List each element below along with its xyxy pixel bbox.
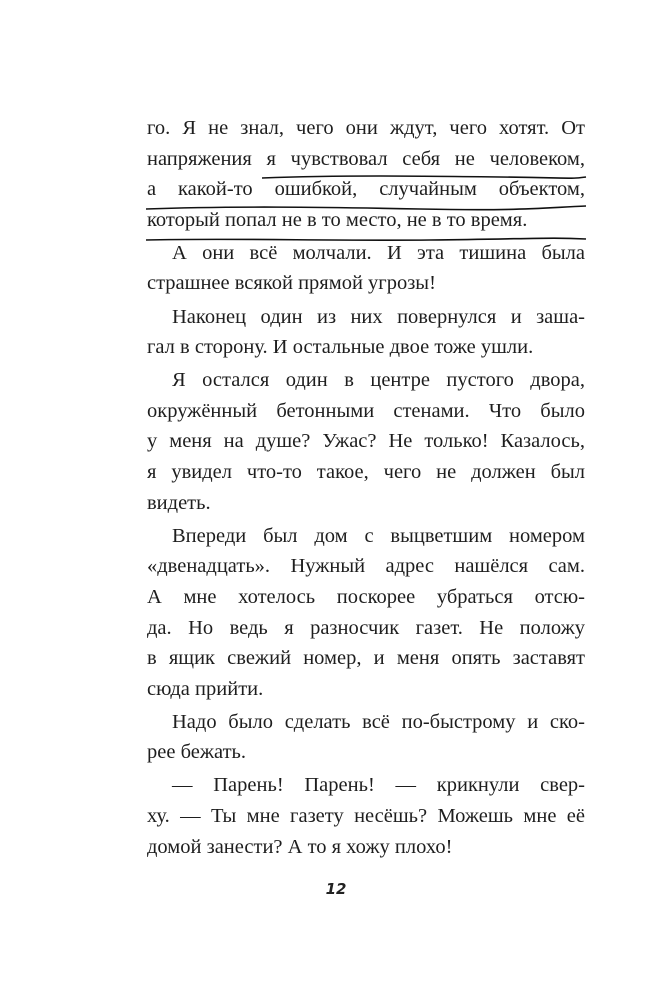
page-number: 12 [325, 880, 347, 898]
text-line: гал в сторону. И остальные двое тоже ушли. [147, 336, 534, 359]
text-line: видеть. [147, 491, 211, 514]
text-line: А они всё молчали. И эта тишина была [172, 241, 585, 264]
page-body-text [147, 113, 585, 862]
paragraph [147, 770, 585, 862]
text-line: который попал не в то место, не в то время. [147, 208, 528, 231]
text-line: домой занести? А то я хожу плохо! [147, 835, 453, 858]
paragraph [147, 365, 585, 518]
text-line: сюда прийти. [147, 677, 264, 700]
text-line: Наконец один из них повернулся и заша- [172, 305, 585, 328]
text-line: напряжения я чувствовал себя не человеком, [147, 147, 585, 170]
paragraph [147, 113, 585, 235]
paragraph [147, 302, 585, 363]
text-line: в ящик свежий номер, и меня опять заставят [147, 647, 585, 670]
paragraph [147, 238, 585, 299]
text-line: го. Я не знал, чего они ждут, чего хотят. От [147, 117, 585, 139]
text-line: я увидел что-то такое, чего не должен был [147, 461, 585, 484]
text-line: Я остался один в центре пустого двора, [172, 369, 585, 392]
paragraph [147, 707, 585, 768]
text-line: Впереди был дом с выцветшим номером [172, 524, 585, 547]
text-line: страшнее всякой прямой угрозы! [147, 272, 436, 295]
text-line: у меня на душе? Ужас? Не только! Казалось, [147, 430, 585, 453]
text-line: да. Но ведь я разносчик газет. Не положу [147, 616, 585, 639]
text-line: — Парень! Парень! — крикнули свер- [172, 774, 585, 797]
text-line: А мне хотелось поскорее убраться отсю- [147, 585, 585, 608]
text-line: ху. — Ты мне газету несёшь? Можешь мне её [147, 805, 585, 828]
text-line: Надо было сделать всё по-быстрому и ско- [172, 710, 585, 733]
paragraph [147, 521, 585, 705]
text-line: рее бежать. [147, 741, 246, 764]
text-line: «двенадцать». Нужный адрес нашёлся сам. [147, 555, 585, 578]
text-line: а какой-то ошибкой, случайным объектом, [147, 178, 585, 201]
text-line: окружённый бетонными стенами. Что было [147, 399, 585, 422]
